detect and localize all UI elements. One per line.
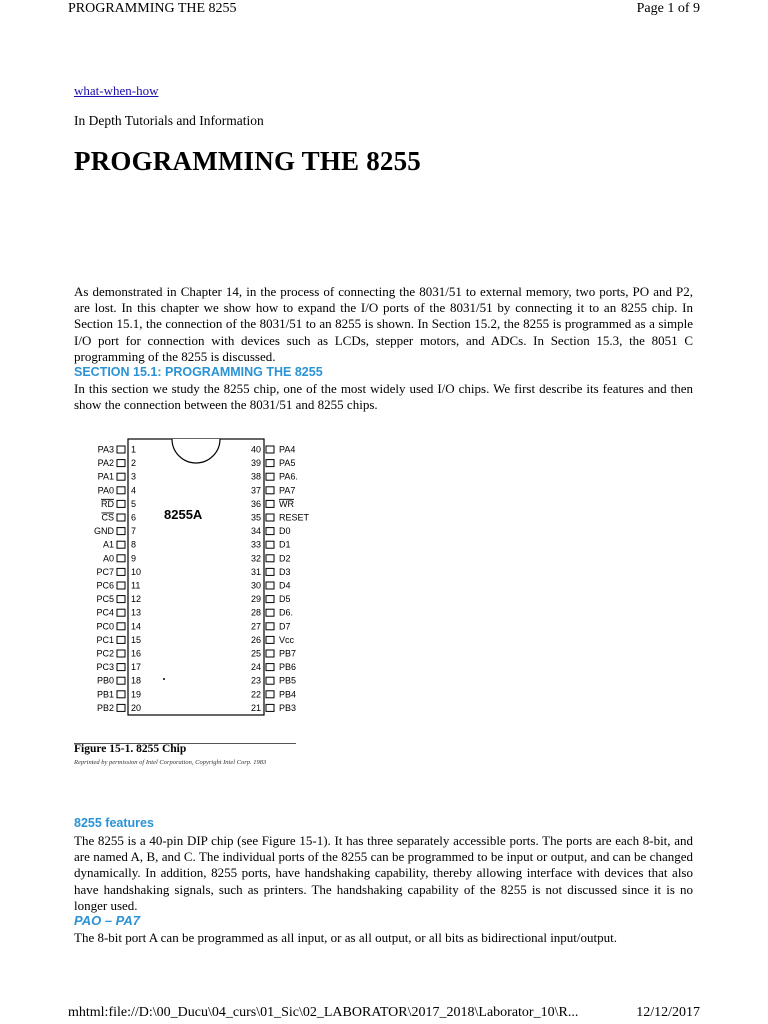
pin-36-number: 36 bbox=[250, 498, 261, 509]
site-tagline: In Depth Tutorials and Information bbox=[74, 113, 264, 128]
pin-21-number: 21 bbox=[250, 702, 261, 713]
pin-15-box bbox=[117, 636, 125, 643]
pins-group bbox=[94, 445, 310, 713]
pin-5-box bbox=[117, 500, 125, 507]
pin-4-name: PA0 bbox=[97, 485, 114, 496]
pin-18-box bbox=[117, 677, 125, 684]
pin-24-number: 24 bbox=[250, 662, 261, 673]
pin-9-name: A0 bbox=[102, 553, 114, 564]
pin-34-number: 34 bbox=[250, 526, 261, 537]
chip-diagram bbox=[60, 430, 320, 730]
pin-33-box bbox=[266, 541, 274, 548]
pin-33-name: D1 bbox=[279, 539, 291, 550]
pin-26-number: 26 bbox=[250, 634, 261, 645]
pin-22-number: 22 bbox=[250, 689, 261, 700]
pin-24-box bbox=[266, 664, 274, 671]
pin-39-number: 39 bbox=[250, 458, 261, 469]
pin-21-box bbox=[266, 704, 274, 711]
pin-36-name: WR bbox=[279, 498, 294, 509]
pin-13-number: 13 bbox=[131, 607, 142, 618]
section-paragraph: In this section we study the 8255 chip, one of the most widely used I/O chips. We first describe its features and then show the connection between the 8031/51 and 8255 chips. bbox=[74, 381, 693, 413]
pin-38-number: 38 bbox=[250, 471, 261, 482]
pin-3-box bbox=[117, 473, 125, 480]
pin-27-name: D7 bbox=[279, 621, 291, 632]
pin-11-name: PC6 bbox=[96, 580, 114, 591]
chip-label: 8255A bbox=[164, 507, 203, 522]
pin-36-box bbox=[266, 500, 274, 507]
pin-15-number: 15 bbox=[131, 634, 142, 645]
pin-35-box bbox=[266, 514, 274, 521]
pin-20-number: 20 bbox=[131, 702, 142, 713]
pin-8-box bbox=[117, 541, 125, 548]
pin-12-number: 12 bbox=[131, 594, 142, 605]
pin-39-box bbox=[266, 460, 274, 467]
pin-5-name: RD bbox=[101, 498, 114, 509]
pin-5-number: 5 bbox=[131, 498, 137, 509]
pin-38-name: PA6. bbox=[279, 471, 298, 482]
pin-3-number: 3 bbox=[131, 471, 137, 482]
chip-dot bbox=[163, 678, 165, 680]
figure-credit: Reprinted by permission of Intel Corporation, Copyright Intel Corp. 1983 bbox=[74, 759, 267, 766]
pin-21-name: PB3 bbox=[279, 702, 297, 713]
pin-26-name: Vcc bbox=[279, 634, 295, 645]
pin-27-number: 27 bbox=[250, 621, 261, 632]
pin-40-number: 40 bbox=[250, 444, 261, 455]
pin-20-box bbox=[117, 704, 125, 711]
pin-2-number: 2 bbox=[131, 458, 137, 469]
footer-url: mhtml:file://D:\00_Ducu\04_curs\01_Sic\02_LABORATOR\2017_2018\Laborator_10\R... bbox=[68, 1005, 579, 1020]
chip-body bbox=[128, 439, 264, 715]
pin-17-number: 17 bbox=[131, 662, 142, 673]
pin-11-box bbox=[117, 582, 125, 589]
pin-4-box bbox=[117, 487, 125, 494]
pin-13-box bbox=[117, 609, 125, 616]
pin-2-box bbox=[117, 460, 125, 467]
pin-37-number: 37 bbox=[250, 485, 261, 496]
pin-24-name: PB6 bbox=[279, 662, 297, 673]
port-a-paragraph: The 8-bit port A can be programmed as all input, or as all output, or all bits as bidirectional input/output. bbox=[74, 930, 618, 945]
pin-9-box bbox=[117, 555, 125, 562]
pin-9-number: 9 bbox=[131, 553, 137, 564]
pin-35-name: RESET bbox=[279, 512, 310, 523]
pin-30-name: D4 bbox=[279, 580, 291, 591]
site-home-link[interactable]: what-when-how bbox=[74, 83, 159, 98]
pin-28-name: D6. bbox=[279, 607, 294, 618]
pin-16-name: PC2 bbox=[96, 648, 114, 659]
figure-caption: Figure 15-1. 8255 Chip bbox=[74, 743, 187, 755]
pin-29-name: D5 bbox=[279, 594, 291, 605]
pin-25-number: 25 bbox=[250, 648, 261, 659]
pin-23-name: PB5 bbox=[279, 675, 297, 686]
pin-32-name: D2 bbox=[279, 553, 291, 564]
pin-40-name: PA4 bbox=[279, 444, 296, 455]
pin-31-box bbox=[266, 568, 274, 575]
pin-19-name: PB1 bbox=[96, 689, 114, 700]
port-a-heading: PAO – PA7 bbox=[74, 913, 140, 928]
pin-18-name: PB0 bbox=[96, 675, 114, 686]
pin-28-box bbox=[266, 609, 274, 616]
pin-6-number: 6 bbox=[131, 512, 137, 523]
features-paragraph: The 8255 is a 40-pin DIP chip (see Figure 15-1). It has three separately accessible ports. The ports are each 8-bit, and are named A, B, and C. The individual ports of the 8255 can be programmed to be input or output, and can be changed dynamically. In addition, 8255 ports, have handshaking capability, thereby allowing interface with devices that also have handshaking signals, such as printers. The handshaking capability of the 8255 is not discussed since it is no longer used. bbox=[74, 833, 693, 913]
pin-14-box bbox=[117, 623, 125, 630]
pin-6-box bbox=[117, 514, 125, 521]
pin-29-number: 29 bbox=[250, 594, 261, 605]
page-number: Page 1 of 9 bbox=[636, 1, 700, 16]
pin-22-box bbox=[266, 691, 274, 698]
pin-8-name: A1 bbox=[102, 539, 114, 550]
pin-34-name: D0 bbox=[279, 526, 291, 537]
pin-10-box bbox=[117, 568, 125, 575]
article-title: PROGRAMMING THE 8255 bbox=[74, 146, 421, 176]
pin-6-name: CS bbox=[101, 512, 114, 523]
section-heading: SECTION 15.1: PROGRAMMING THE 8255 bbox=[74, 365, 323, 379]
pin-10-number: 10 bbox=[131, 566, 142, 577]
pin-37-box bbox=[266, 487, 274, 494]
pin-7-number: 7 bbox=[131, 526, 137, 537]
pin-39-name: PA5 bbox=[279, 458, 296, 469]
pin-34-box bbox=[266, 528, 274, 535]
pin-8-number: 8 bbox=[131, 539, 137, 550]
chip-notch bbox=[172, 439, 220, 463]
pin-13-name: PC4 bbox=[96, 607, 114, 618]
pin-27-box bbox=[266, 623, 274, 630]
pin-26-box bbox=[266, 636, 274, 643]
pin-25-name: PB7 bbox=[279, 648, 297, 659]
pin-10-name: PC7 bbox=[96, 566, 114, 577]
pin-12-name: PC5 bbox=[96, 594, 114, 605]
pin-17-box bbox=[117, 664, 125, 671]
pin-25-box bbox=[266, 650, 274, 657]
pin-22-name: PB4 bbox=[279, 689, 297, 700]
pin-4-number: 4 bbox=[131, 485, 137, 496]
pin-16-box bbox=[117, 650, 125, 657]
pin-15-name: PC1 bbox=[96, 634, 114, 645]
pin-38-box bbox=[266, 473, 274, 480]
header-title: PROGRAMMING THE 8255 bbox=[68, 1, 237, 16]
pin-37-name: PA7 bbox=[279, 485, 296, 496]
pin-30-number: 30 bbox=[250, 580, 261, 591]
pin-17-name: PC3 bbox=[96, 662, 114, 673]
pin-29-box bbox=[266, 596, 274, 603]
pin-16-number: 16 bbox=[131, 648, 142, 659]
pin-32-number: 32 bbox=[250, 553, 261, 564]
pin-23-box bbox=[266, 677, 274, 684]
pin-23-number: 23 bbox=[250, 675, 261, 686]
pin-40-box bbox=[266, 446, 274, 453]
pin-7-box bbox=[117, 528, 125, 535]
pin-14-number: 14 bbox=[131, 621, 142, 632]
pin-19-box bbox=[117, 691, 125, 698]
pin-32-box bbox=[266, 555, 274, 562]
pin-1-name: PA3 bbox=[97, 444, 114, 455]
pin-14-name: PC0 bbox=[96, 621, 114, 632]
pin-1-number: 1 bbox=[131, 444, 137, 455]
footer-date: 12/12/2017 bbox=[636, 1005, 700, 1020]
pin-1-box bbox=[117, 446, 125, 453]
pin-12-box bbox=[117, 596, 125, 603]
pin-3-name: PA1 bbox=[97, 471, 114, 482]
pin-31-name: D3 bbox=[279, 566, 291, 577]
pin-11-number: 11 bbox=[131, 580, 141, 591]
pin-35-number: 35 bbox=[250, 512, 261, 523]
pin-2-name: PA2 bbox=[97, 458, 114, 469]
chip-pinout-figure bbox=[60, 430, 320, 730]
pin-18-number: 18 bbox=[131, 675, 142, 686]
pin-30-box bbox=[266, 582, 274, 589]
pin-7-name: GND bbox=[94, 526, 114, 537]
pin-20-name: PB2 bbox=[96, 702, 114, 713]
pin-33-number: 33 bbox=[250, 539, 261, 550]
features-heading: 8255 features bbox=[74, 816, 154, 830]
pin-31-number: 31 bbox=[250, 566, 261, 577]
intro-paragraph: As demonstrated in Chapter 14, in the process of connecting the 8031/51 to external memory, two ports, PO and P2, are lost. In this chapter we show how to expand the I/O ports of the 8031/51 by connecting it to an 8255 chip. In Section 15.1, the connection of the 8031/51 to an 8255 is shown. In Section 15.2, the 8255 is programmed as a simple I/O port for connection with devices such as LCDs, stepper motors, and ADCs. In Section 15.3, the 8051 C programming of the 8255 is discussed. bbox=[74, 284, 693, 364]
pin-19-number: 19 bbox=[131, 689, 142, 700]
pin-28-number: 28 bbox=[250, 607, 261, 618]
